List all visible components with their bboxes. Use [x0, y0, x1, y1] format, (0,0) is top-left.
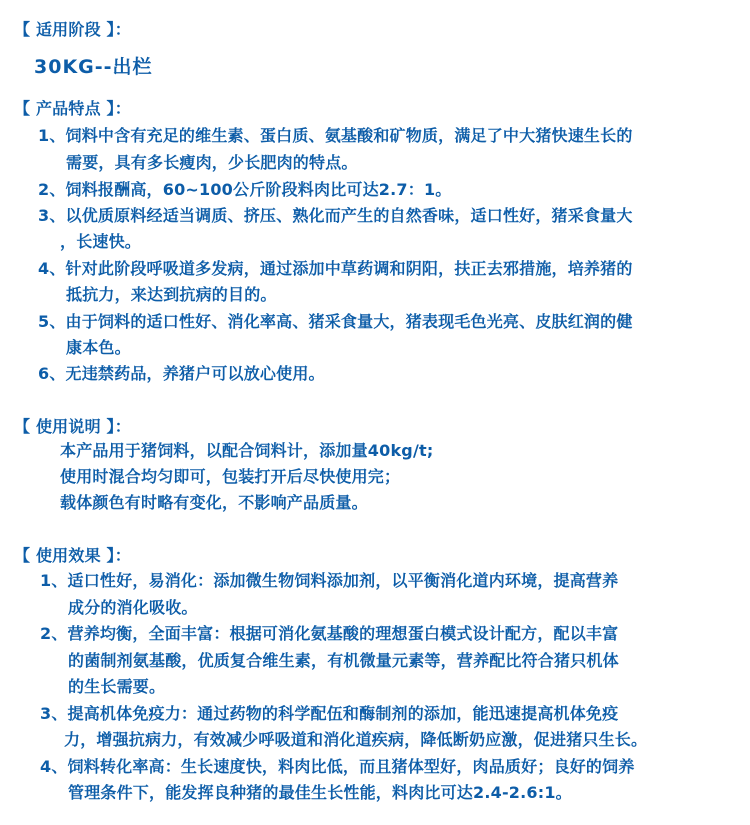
- features-line: 1、饲料中含有充足的维生素、蛋白质、氨基酸和矿物质，满足了中大猪快速生长的: [38, 126, 633, 145]
- features-line: 6、无违禁药品，养猪户可以放心使用。: [38, 364, 325, 383]
- effects-line: 力，增强抗病力，有效减少呼吸道和消化道疾病，降低断奶应激，促进猪只生长。: [64, 730, 648, 749]
- usage-line: 载体颜色有时略有变化，不影响产品质量。: [60, 493, 368, 512]
- features-line: 需要，具有多长瘦肉，少长肥肉的特点。: [66, 153, 358, 172]
- features-line: 2、饲料报酬高，60~100公斤阶段料肉比可达2.7：1。: [38, 180, 452, 199]
- features-heading: 【 产品特点 】：: [14, 99, 131, 118]
- features-line: 抵抗力，来达到抗病的目的。: [66, 285, 277, 304]
- effects-line: 1、适口性好，易消化：添加微生物饲料添加剂，以平衡消化道内环境，提高营养: [40, 571, 619, 590]
- effects-line: 管理条件下，能发挥良种猪的最佳生长性能，料肉比可达2.4-2.6:1。: [68, 783, 572, 802]
- effects-heading: 【 使用效果 】：: [14, 546, 131, 565]
- features-line: 康本色。: [66, 338, 131, 357]
- stage-value: 30KG--出栏: [34, 56, 153, 78]
- effects-line: 的生长需要。: [68, 677, 166, 696]
- features-line: 5、由于饲料的适口性好、消化率高、猪采食量大，猪表现毛色光亮、皮肤红润的健: [38, 312, 633, 331]
- usage-heading: 【 使用说明 】：: [14, 417, 131, 436]
- features-line: 3、以优质原料经适当调质、挤压、熟化而产生的自然香味，适口性好，猪采食量大: [38, 206, 633, 225]
- effects-line: 2、营养均衡，全面丰富：根据可消化氨基酸的理想蛋白模式设计配方，配以丰富: [40, 624, 619, 643]
- usage-line: 本产品用于猪饲料，以配合饲料计，添加量40kg/t;: [60, 441, 434, 460]
- effects-line: 3、提高机体免疫力：通过药物的科学配伍和酶制剂的添加，能迅速提高机体免疫: [40, 704, 619, 723]
- effects-line: 成分的消化吸收。: [68, 598, 198, 617]
- usage-line: 使用时混合均匀即可，包装打开后尽快使用完；: [60, 467, 401, 486]
- effects-line: 4、饲料转化率高：生长速度快，料肉比低，而且猪体型好，肉品质好；良好的饲养: [40, 757, 635, 776]
- effects-line: 的菌制剂氨基酸，优质复合维生素，有机微量元素等，营养配比符合猪只机体: [68, 651, 619, 670]
- features-line: ，长速快。: [60, 232, 142, 251]
- stage-heading: 【 适用阶段 】：: [14, 20, 131, 39]
- features-line: 4、针对此阶段呼吸道多发病，通过添加中草药调和阴阳，扶正去邪措施，培养猪的: [38, 259, 633, 278]
